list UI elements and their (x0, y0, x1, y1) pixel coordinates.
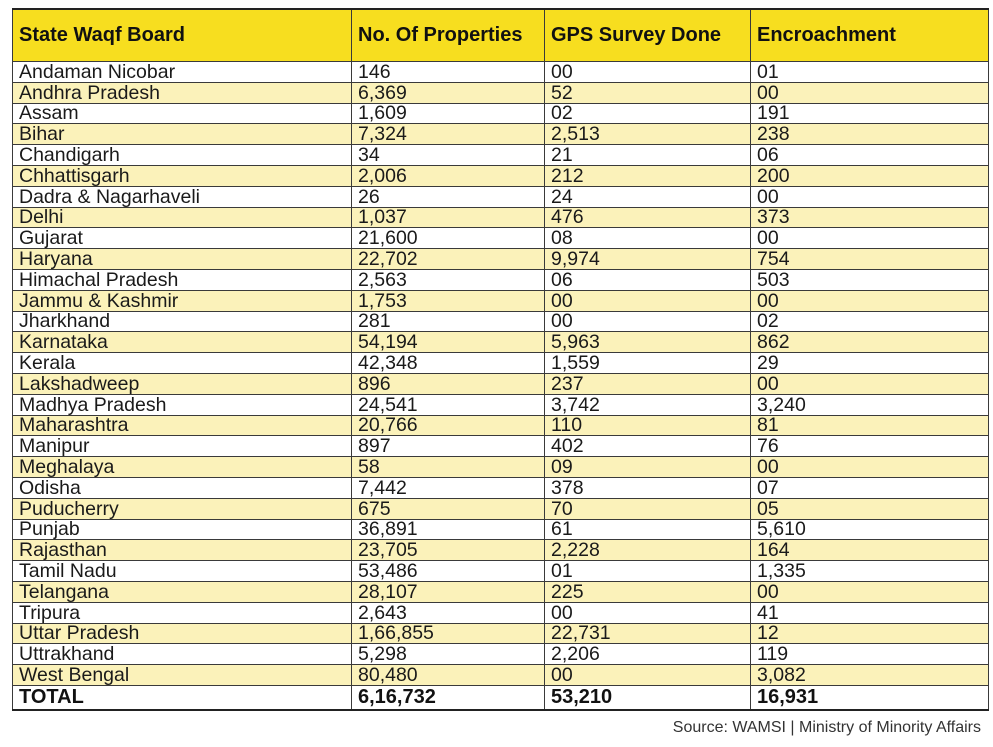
cell-gps-survey: 08 (545, 228, 751, 249)
cell-properties: 1,037 (352, 207, 545, 228)
table-row (13, 62, 989, 83)
cell-encroachment: 00 (751, 290, 989, 311)
cell-state: Gujarat (13, 228, 352, 249)
cell-state: Uttar Pradesh (13, 623, 352, 644)
table-row (13, 623, 989, 644)
cell-properties: 23,705 (352, 540, 545, 561)
cell-properties: 7,324 (352, 124, 545, 145)
cell-state: Jammu & Kashmir (13, 290, 352, 311)
cell-state: Rajasthan (13, 540, 352, 561)
cell-state: Punjab (13, 519, 352, 540)
cell-state: Uttrakhand (13, 644, 352, 665)
cell-encroachment: 754 (751, 249, 989, 270)
cell-gps-survey: 237 (545, 373, 751, 394)
cell-properties: 146 (352, 62, 545, 83)
cell-state: Haryana (13, 249, 352, 270)
table-row (13, 124, 989, 145)
cell-properties: 1,753 (352, 290, 545, 311)
table-row (13, 415, 989, 436)
cell-gps-survey: 21 (545, 145, 751, 166)
cell-encroachment: 5,610 (751, 519, 989, 540)
cell-encroachment: 29 (751, 353, 989, 374)
cell-encroachment: 200 (751, 165, 989, 186)
cell-properties: 26 (352, 186, 545, 207)
cell-properties: 21,600 (352, 228, 545, 249)
table-row (13, 373, 989, 394)
cell-properties: 2,643 (352, 602, 545, 623)
cell-encroachment: 3,082 (751, 665, 989, 686)
cell-gps-survey: 1,559 (545, 353, 751, 374)
cell-state: Delhi (13, 207, 352, 228)
table-row (13, 665, 989, 686)
cell-properties: 1,609 (352, 103, 545, 124)
table-row (13, 644, 989, 665)
cell-encroachment: 81 (751, 415, 989, 436)
table-row (13, 436, 989, 457)
table-row (13, 602, 989, 623)
cell-encroachment: 06 (751, 145, 989, 166)
cell-gps-survey: 61 (545, 519, 751, 540)
cell-gps-survey: 70 (545, 498, 751, 519)
table-row (13, 249, 989, 270)
cell-properties: 6,369 (352, 82, 545, 103)
cell-properties: 42,348 (352, 353, 545, 374)
table-row (13, 311, 989, 332)
cell-gps-survey: 00 (545, 311, 751, 332)
table-row (13, 290, 989, 311)
cell-gps-survey: 9,974 (545, 249, 751, 270)
cell-encroachment: 119 (751, 644, 989, 665)
cell-properties: 897 (352, 436, 545, 457)
cell-encroachment: 164 (751, 540, 989, 561)
cell-gps-survey: 22,731 (545, 623, 751, 644)
cell-state: Kerala (13, 353, 352, 374)
cell-state: West Bengal (13, 665, 352, 686)
cell-properties: 80,480 (352, 665, 545, 686)
cell-gps-survey: 00 (545, 290, 751, 311)
cell-properties: 28,107 (352, 581, 545, 602)
cell-encroachment: 3,240 (751, 394, 989, 415)
table-row (13, 561, 989, 582)
cell-properties: 7,442 (352, 477, 545, 498)
cell-state: Manipur (13, 436, 352, 457)
cell-properties: 53,486 (352, 561, 545, 582)
cell-encroachment: 862 (751, 332, 989, 353)
header-state: State Waqf Board (13, 9, 352, 62)
table-row (13, 540, 989, 561)
cell-state: Lakshadweep (13, 373, 352, 394)
cell-gps-survey: 110 (545, 415, 751, 436)
cell-properties: 20,766 (352, 415, 545, 436)
cell-state: Assam (13, 103, 352, 124)
cell-gps-survey: 00 (545, 62, 751, 83)
table-row (13, 394, 989, 415)
table-row (13, 477, 989, 498)
cell-state: Tripura (13, 602, 352, 623)
table-row (13, 207, 989, 228)
cell-encroachment: 238 (751, 124, 989, 145)
source-note: Source: WAMSI | Ministry of Minority Affairs (672, 719, 981, 736)
header-properties: No. Of Properties (352, 9, 545, 62)
cell-properties: 54,194 (352, 332, 545, 353)
cell-state: Telangana (13, 581, 352, 602)
table-row (13, 581, 989, 602)
cell-properties: 22,702 (352, 249, 545, 270)
table-row (13, 103, 989, 124)
total-encroachment: 16,931 (751, 685, 989, 710)
cell-encroachment: 00 (751, 581, 989, 602)
cell-state: Andhra Pradesh (13, 82, 352, 103)
cell-state: Jharkhand (13, 311, 352, 332)
cell-properties: 5,298 (352, 644, 545, 665)
cell-state: Puducherry (13, 498, 352, 519)
cell-properties: 34 (352, 145, 545, 166)
cell-gps-survey: 02 (545, 103, 751, 124)
cell-encroachment: 00 (751, 82, 989, 103)
cell-properties: 36,891 (352, 519, 545, 540)
cell-state: Chandigarh (13, 145, 352, 166)
cell-gps-survey: 01 (545, 561, 751, 582)
table-row (13, 82, 989, 103)
cell-gps-survey: 00 (545, 665, 751, 686)
cell-properties: 2,006 (352, 165, 545, 186)
table-row (13, 498, 989, 519)
cell-encroachment: 01 (751, 62, 989, 83)
table-row (13, 269, 989, 290)
cell-state: Chhattisgarh (13, 165, 352, 186)
cell-gps-survey: 00 (545, 602, 751, 623)
cell-encroachment: 76 (751, 436, 989, 457)
cell-state: Himachal Pradesh (13, 269, 352, 290)
table-row (13, 457, 989, 478)
cell-properties: 675 (352, 498, 545, 519)
cell-properties: 1,66,855 (352, 623, 545, 644)
waqf-properties-table (12, 8, 989, 711)
cell-gps-survey: 2,206 (545, 644, 751, 665)
cell-gps-survey: 402 (545, 436, 751, 457)
cell-gps-survey: 5,963 (545, 332, 751, 353)
cell-state: Odisha (13, 477, 352, 498)
cell-properties: 896 (352, 373, 545, 394)
cell-gps-survey: 24 (545, 186, 751, 207)
cell-encroachment: 02 (751, 311, 989, 332)
cell-encroachment: 07 (751, 477, 989, 498)
cell-encroachment: 503 (751, 269, 989, 290)
total-gps-survey: 53,210 (545, 685, 751, 710)
table-row (13, 353, 989, 374)
cell-properties: 58 (352, 457, 545, 478)
cell-state: Andaman Nicobar (13, 62, 352, 83)
cell-encroachment: 00 (751, 228, 989, 249)
cell-properties: 24,541 (352, 394, 545, 415)
cell-state: Bihar (13, 124, 352, 145)
cell-encroachment: 191 (751, 103, 989, 124)
cell-gps-survey: 476 (545, 207, 751, 228)
cell-gps-survey: 52 (545, 82, 751, 103)
cell-gps-survey: 2,228 (545, 540, 751, 561)
cell-encroachment: 00 (751, 373, 989, 394)
cell-gps-survey: 3,742 (545, 394, 751, 415)
cell-encroachment: 00 (751, 186, 989, 207)
cell-encroachment: 373 (751, 207, 989, 228)
table-row (13, 519, 989, 540)
cell-gps-survey: 09 (545, 457, 751, 478)
cell-state: Dadra & Nagarhaveli (13, 186, 352, 207)
table-row (13, 165, 989, 186)
cell-gps-survey: 378 (545, 477, 751, 498)
header-row (13, 9, 989, 62)
cell-encroachment: 12 (751, 623, 989, 644)
cell-properties: 2,563 (352, 269, 545, 290)
cell-state: Maharashtra (13, 415, 352, 436)
table-row (13, 228, 989, 249)
cell-gps-survey: 06 (545, 269, 751, 290)
cell-encroachment: 05 (751, 498, 989, 519)
cell-gps-survey: 212 (545, 165, 751, 186)
cell-state: Tamil Nadu (13, 561, 352, 582)
table-row (13, 186, 989, 207)
cell-encroachment: 1,335 (751, 561, 989, 582)
cell-state: Madhya Pradesh (13, 394, 352, 415)
total-label: TOTAL (13, 685, 352, 710)
cell-properties: 281 (352, 311, 545, 332)
header-gps-survey: GPS Survey Done (545, 9, 751, 62)
table-body (13, 62, 989, 686)
cell-state: Karnataka (13, 332, 352, 353)
cell-encroachment: 41 (751, 602, 989, 623)
table-row (13, 332, 989, 353)
table-row (13, 145, 989, 166)
cell-gps-survey: 225 (545, 581, 751, 602)
cell-state: Meghalaya (13, 457, 352, 478)
cell-gps-survey: 2,513 (545, 124, 751, 145)
total-properties: 6,16,732 (352, 685, 545, 710)
cell-encroachment: 00 (751, 457, 989, 478)
total-row (13, 685, 989, 710)
header-encroachment: Encroachment (751, 9, 989, 62)
